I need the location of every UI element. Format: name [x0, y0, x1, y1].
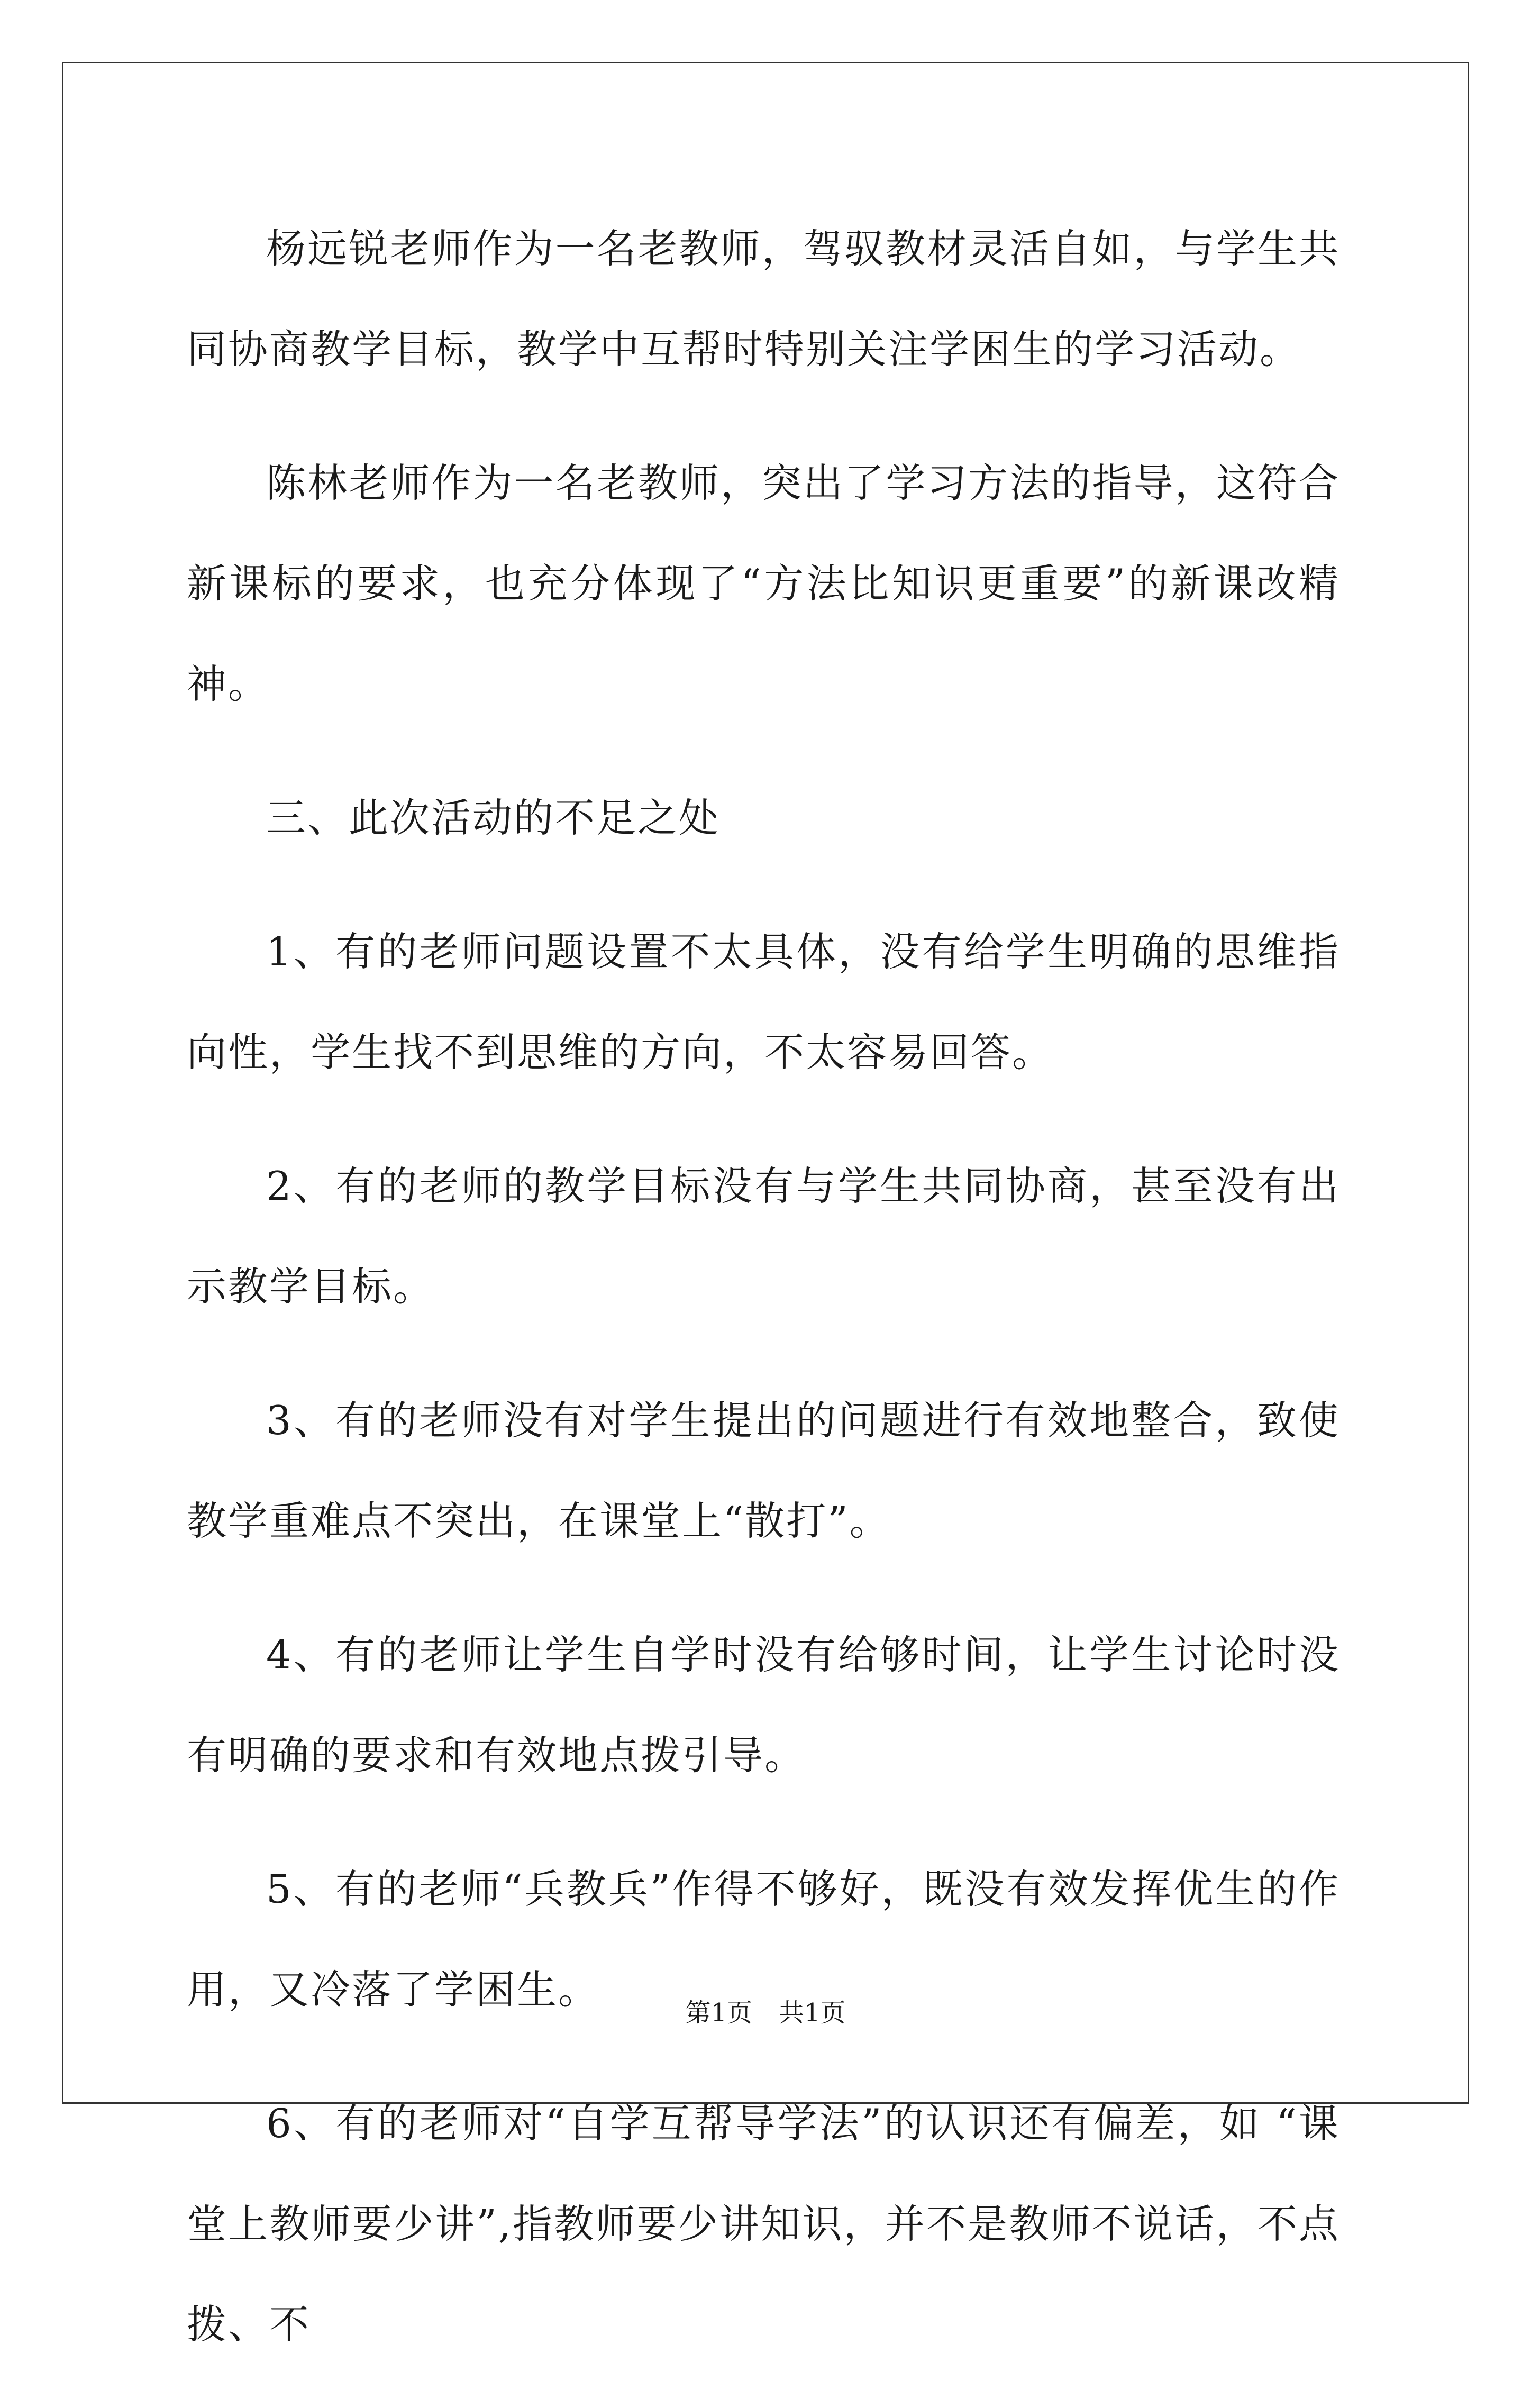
list-item: 1、有的老师问题设置不太具体，没有给学生明确的思维指向性，学生找不到思维的方向，不太容易回答。 [187, 928, 1340, 1075]
page-total: 共1页 [779, 1998, 846, 2028]
list-item: 6、有的老师对“自学互帮导学法”的认识还有偏差，如 “课堂上教师要少讲”,指教师要少讲知识，并不是教师不说话，不点拨、不 [187, 2100, 1340, 2348]
paragraph: 杨远锐老师作为一名老教师，驾驭教材灵活自如，与学生共同协商教学目标，教学中互帮时特别关注学困生的学习活动。 [187, 225, 1340, 372]
document-body [187, 198, 1340, 2408]
page-number: 第1页 [685, 1998, 752, 2028]
section-heading: 三、此次活动的不足之处 [266, 795, 721, 841]
list-item: 2、有的老师的教学目标没有与学生共同协商，甚至没有出示教学目标。 [187, 1163, 1340, 1310]
list-item: 3、有的老师没有对学生提出的问题进行有效地整合，致使教学重难点不突出，在课堂上“散打”。 [187, 1397, 1340, 1544]
list-item: 4、有的老师让学生自学时没有给够时间，让学生讨论时没有明确的要求和有效地点拨引导。 [187, 1631, 1340, 1778]
page-footer [0, 1997, 1531, 2029]
paragraph: 陈林老师作为一名老教师，突出了学习方法的指导，这符合新课标的要求，也充分体现了“方法比知识更重要”的新课改精神。 [187, 460, 1340, 707]
list-item: 5、有的老师“兵教兵”作得不够好，既没有效发挥优生的作用，又冷落了学困生。 [187, 1866, 1340, 2013]
